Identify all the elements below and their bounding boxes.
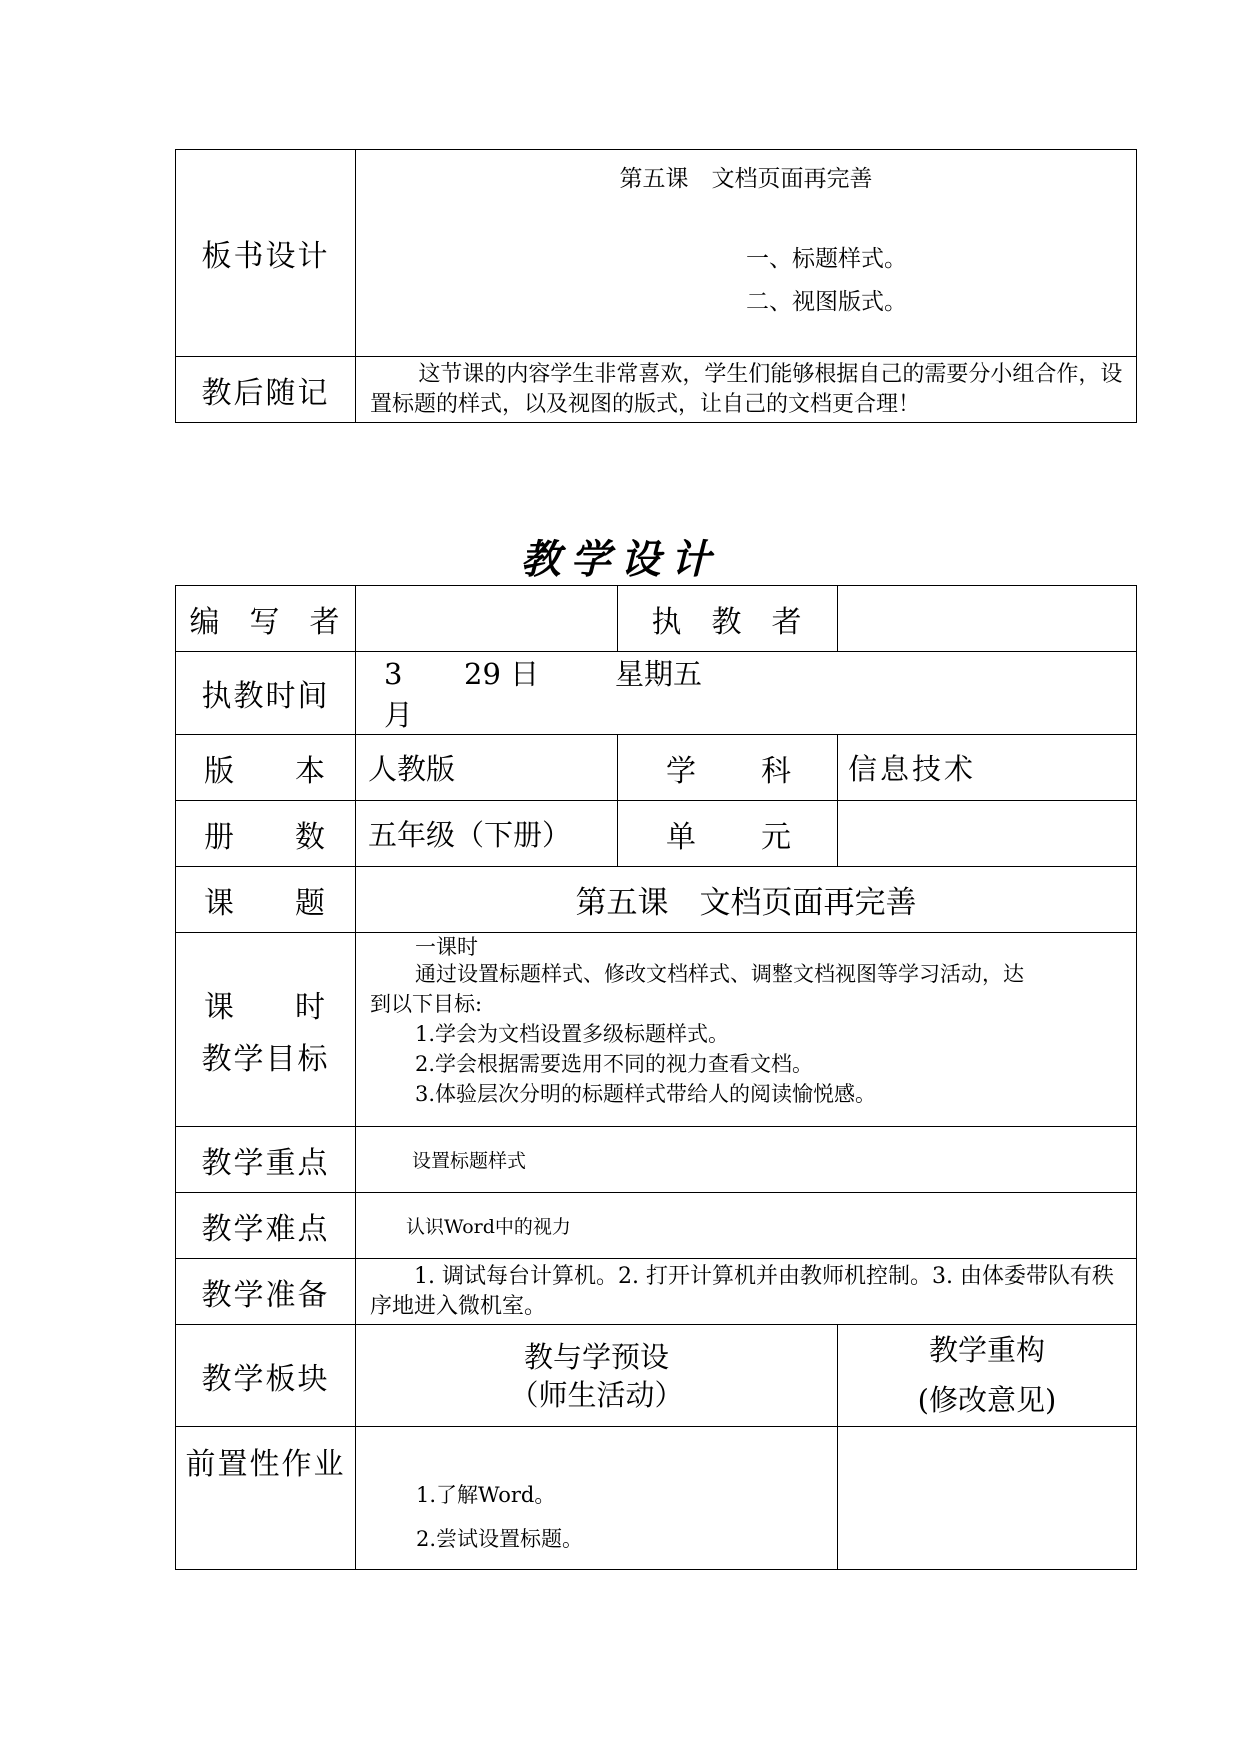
reflection-label: 教后随记	[176, 357, 356, 423]
unit-value	[838, 801, 1137, 867]
homework-item-2: 2.尝试设置标题。	[416, 1527, 584, 1551]
block-label: 教学板块	[176, 1325, 356, 1427]
author-label: 编 写 者	[176, 586, 356, 652]
edition-label: 版 本	[176, 735, 356, 801]
objectives-label	[176, 933, 356, 1127]
objectives-line-2: 通过设置标题样式、修改文档样式、调整文档视图等学习活动，达	[415, 962, 1024, 986]
difficulty-label: 教学难点	[176, 1193, 356, 1259]
rebuild-header	[838, 1325, 1137, 1427]
edition-value: 人教版	[356, 735, 618, 801]
reflection-content	[356, 357, 1137, 423]
board-item-2: 二、视图版式。	[746, 289, 907, 315]
objectives-line-6: 3.体验层次分明的标题样式带给人的阅读愉悦感。	[415, 1082, 877, 1106]
objectives-line-4: 1.学会为文档设置多级标题样式。	[415, 1022, 730, 1046]
unit-label: 单 元	[618, 801, 838, 867]
subject-value: 信息技术	[838, 735, 1137, 801]
board-design-table	[175, 149, 1137, 423]
activity-sub: （师生活动）	[509, 1377, 684, 1412]
board-design-label: 板书设计	[176, 150, 356, 357]
objectives-line-1: 一课时	[415, 935, 478, 959]
homework-rebuild	[838, 1427, 1137, 1570]
board-design-content	[356, 150, 1137, 357]
time-day: 29 日	[464, 657, 540, 691]
teacher-label: 执 教 者	[618, 586, 838, 652]
teaching-design-table	[175, 585, 1137, 1570]
author-value	[356, 586, 618, 652]
preparation-label: 教学准备	[176, 1259, 356, 1325]
preparation-content	[356, 1259, 1137, 1325]
topic-value: 第五课 文档页面再完善	[356, 867, 1137, 933]
rebuild-sub: (修改意见)	[917, 1383, 1057, 1417]
board-title: 第五课 文档页面再完善	[619, 166, 873, 192]
rebuild-title: 教学重构	[928, 1333, 1045, 1367]
time-weekday: 星期五	[615, 657, 703, 691]
subject-label: 学 科	[618, 735, 838, 801]
reflection-text: 这节课的内容学生非常喜欢，学生们能够根据自己的需要分小组合作，设置标题的样式，以及视图的版式，让自己的文档更合理！	[370, 361, 1123, 417]
topic-label: 课 题	[176, 867, 356, 933]
volume-value: 五年级（下册）	[356, 801, 618, 867]
difficulty-value: 认识Word中的视力	[356, 1193, 1137, 1259]
homework-item-1: 1.了解Word。	[416, 1483, 556, 1507]
objectives-label-top: 课 时	[204, 989, 327, 1025]
objectives-line-3: 到以下目标:	[370, 992, 483, 1016]
time-label: 执教时间	[176, 652, 356, 735]
time-month: 3 月	[384, 657, 432, 732]
board-item-1: 一、标题样式。	[746, 246, 907, 272]
homework-content	[356, 1427, 838, 1570]
volume-label: 册 数	[176, 801, 356, 867]
objectives-label-bottom: 教学目标	[201, 1041, 330, 1077]
teacher-value	[838, 586, 1137, 652]
key-point-value: 设置标题样式	[356, 1127, 1137, 1193]
objectives-line-5: 2.学会根据需要选用不同的视力查看文档。	[415, 1052, 814, 1076]
time-value	[356, 652, 1137, 735]
teaching-design-title: 教学设计	[520, 536, 721, 583]
objectives-content	[356, 933, 1137, 1127]
homework-label: 前置性作业	[176, 1427, 356, 1570]
activity-title: 教与学预设	[523, 1339, 669, 1374]
key-point-label: 教学重点	[176, 1127, 356, 1193]
preparation-text: 1. 调试每台计算机。2. 打开计算机并由教师机控制。3. 由体委带队有秩序地进入微机室。	[370, 1263, 1114, 1319]
activity-header	[356, 1325, 838, 1427]
